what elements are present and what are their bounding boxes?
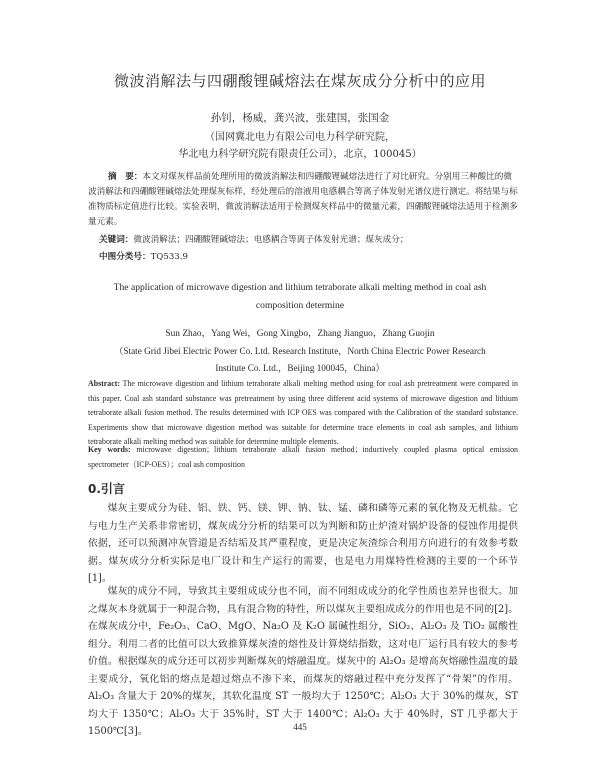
affiliation-en-line2: Institute Co. Ltd.，Beijing 100045，China）	[215, 363, 385, 373]
page-number: 445	[293, 722, 307, 732]
clc-label: 中图分类号：	[99, 252, 151, 262]
section-heading-introduction: 0.引言	[88, 482, 125, 496]
keywords-en-label: Key words:	[88, 445, 131, 454]
clc-number	[99, 250, 519, 262]
keywords-cn	[99, 233, 519, 245]
keywords-en-text: microwave digestion；lithium tetraborate alkali fusion method；inductively coupled plasma optical emission spectrometer（ICP-OES）；coal ash composition	[88, 445, 518, 469]
keywords-cn-text: 微波消解法；四硼酸锂碱熔法；电感耦合等离子体发射光谱；煤灰成分；	[133, 235, 409, 245]
keywords-en	[88, 443, 518, 472]
abstract-cn	[88, 170, 518, 230]
paper-title-en-line2: composition determine	[255, 300, 345, 311]
abstract-en-label: Abstract:	[88, 379, 120, 388]
intro-paragraph-1: 煤灰主要成分为硅、铝、铁、钙、镁、钾、钠、钛、锰、磷和磷等元素的氧化物及无机盐。它与电力生产关系非常密切，煤灰成分分析的结果可以为判断和防止炉渣对锅炉设备的侵蚀作用提供依据，还可以预测冲灰管道是否结垢及其严重程度，更是决定灰渣综合利用方向进行的有效参考数据。煤灰成分分析实际是电厂设计和生产运行的需要，也是电力用煤特性检测的主要的一个环节[1]。	[88, 503, 518, 584]
intro-paragraph-2: 煤灰的成分不同，导致其主要组成成分也不同，而不同组成成分的化学性质也差异也很大。加之煤灰本身就属于一种混合物，具有混合物的特性，所以煤灰主要组成成分的作用也是不同的[2]。在煤灰成分中，Fe₂O₃、CaO、MgO、Na₂O 及 K₂O 属碱性组分，SiO₂、Al₂O₃ 及 TiO₂ 属酸性组分。利用二者的比值可以大致推算煤灰渣的熔性及计算烧结指数，这对电厂运行具有较大的参考价值。根据煤灰的成分还可以初步判断煤灰的熔融温度。煤灰中的 Al₂O₃ 是增高灰熔融性温度的最主要成分，氧化铝的熔点是超过熔点不渗下来，而煤灰的熔融过程中充分发挥了“骨架”的作用。Al₂O₃ 含量大于 20%的煤灰，其软化温度 ST 一般均大于 1250℃；Al₂O₃ 大于 30%的煤灰，ST 均大于 1350℃；Al₂O₃ 大于 35%时，ST 大于 1400℃；Al₂O₃ 大于 40%时，ST 几乎都大于 1500℃[3]。	[88, 586, 518, 737]
paper-title-cn: 微波消解法与四硼酸锂碱熔法在煤灰成分分析中的应用	[113, 72, 486, 90]
paper-title-en-line1: The application of microwave digestion and lithium tetraborate alkali melting method in coal ash	[113, 282, 487, 293]
abstract-cn-label: 摘 要：	[108, 172, 143, 182]
authors-en: Sun Zhao，Yang Wei，Gong Xingbo，Zhang Jianguo，Zhang Guojin	[165, 329, 435, 339]
abstract-en	[88, 377, 518, 450]
clc-value: TQ533.9	[150, 252, 188, 262]
keywords-cn-label: 关键词：	[99, 235, 134, 245]
abstract-en-text: The microwave digestion and lithium tetraborate alkali melting method using for coal ash pretreatment were compared in this paper. Coal ash standard substance was pretreatment by using three different acid systems of microwave digestion and lithium tetraborate alkali fusion method. The results determined with ICP OES was compared with the Calibration of the standard substance. Experiments show that microwave digestion method was suitable for determine trace elements in coal ash samples, and lithium tetraborate alkali melting method was suitable for determine multiple elements.	[88, 379, 518, 446]
affiliation-cn-line1: （国网冀北电力有限公司电力科学研究院，	[205, 132, 395, 143]
affiliation-en-line1: （State Grid Jibei Electric Power Co. Ltd. Research Institute，North China Electric Power Research	[114, 346, 486, 356]
abstract-cn-text: 本文对煤灰样品前处理所用的微波消解法和四硼酸锂碱熔法进行了对比研究。分别用三种酸比的微波消解法和四硼酸锂碱熔法处理煤灰标样，经处理后的溶液用电感耦合等离子体发射光谱仪进行测定。将结果与标准物质标定值进行比较。实验表明，微波消解法适用于检测煤灰样品中的微量元素，四硼酸锂碱熔法适用于检测多量元素。	[88, 172, 518, 227]
affiliation-cn-line2: 华北电力科学研究院有限责任公司），北京，100045）	[178, 149, 422, 160]
authors-cn: 孙钊，杨威，龚兴波，张建国，张国金	[210, 112, 390, 124]
